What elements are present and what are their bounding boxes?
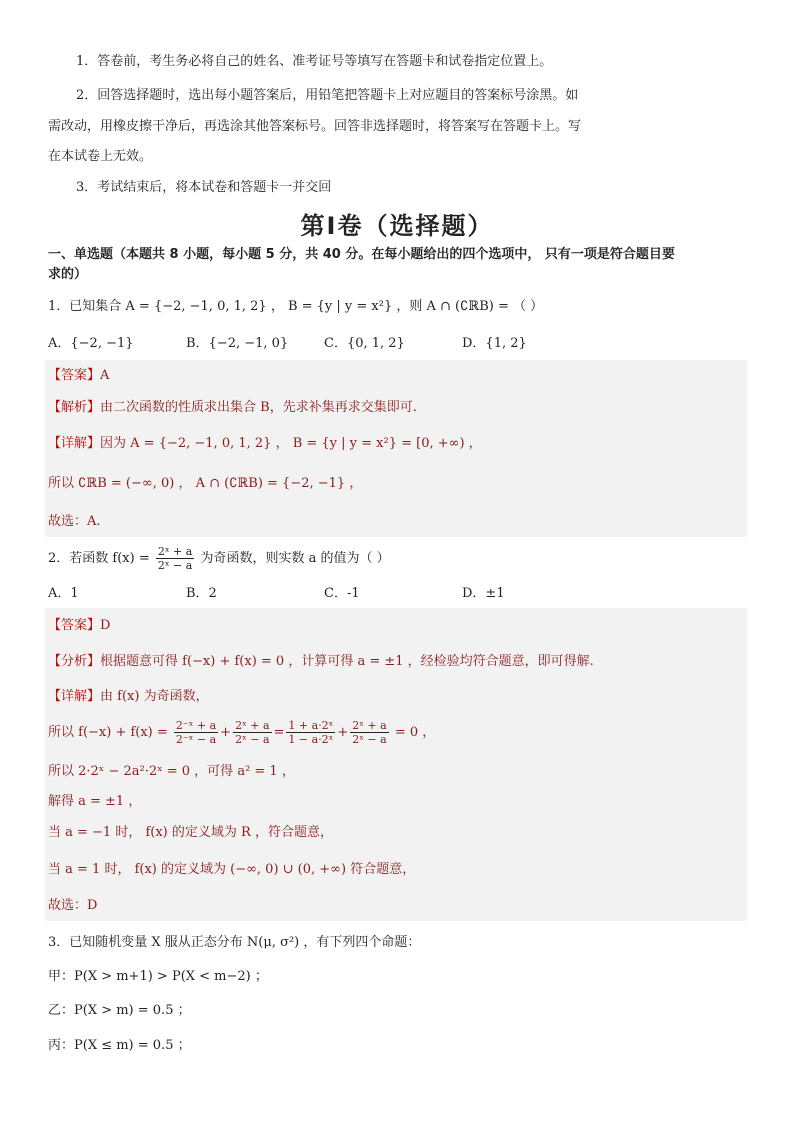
- q3-statement-jia: 甲：P(X > m+1) > P(X < m−2) ；: [48, 969, 268, 984]
- analysis-label: 【分析】: [48, 654, 101, 669]
- answer-label: 【答案】: [48, 368, 101, 383]
- q2-option-c: C．-1: [324, 586, 360, 601]
- answer-value: D: [100, 618, 111, 633]
- fraction-numerator: 2⁻ˣ + a: [175, 719, 217, 732]
- analysis-text: 由二次函数的性质求出集合 B，先求补集再求交集即可.: [100, 400, 417, 415]
- q1-option-b: B．{−2, −1, 0}: [186, 336, 289, 351]
- q2-solution-box: [45, 608, 747, 921]
- q1-detail-2: 所以 ∁ℝB = (−∞, 0) ， A ∩ (∁ℝB) = {−2, −1} ，: [48, 476, 363, 491]
- fraction-numerator: 2ˣ + a: [235, 719, 270, 732]
- q1-analysis: [48, 398, 417, 418]
- q2-stem-pre: 2．若函数 f(x) =: [48, 551, 150, 566]
- q2-option-d: D．±1: [462, 586, 505, 601]
- q2-stem-post: 为奇函数，则实数 a 的值为（ ）: [200, 551, 390, 566]
- q2-conclusion: 故选：D: [48, 898, 98, 913]
- q2-detail-4: 解得 a = ±1 ，: [48, 794, 142, 809]
- answer-value: A: [100, 368, 110, 383]
- q2-stem-fraction: [156, 545, 194, 572]
- q2-detail-3: 所以 2·2ˣ − 2a²·2ˣ = 0 ，可得 a² = 1 ，: [48, 764, 295, 779]
- detail-2-fraction-3: [286, 719, 335, 746]
- q2-option-b: B．2: [186, 586, 217, 601]
- instruction-2-end: 在本试卷上无效。: [48, 149, 153, 164]
- q3-stem: 3．已知随机变量 X 服从正态分布 N(μ, σ²) ，有下列四个命题：: [48, 935, 421, 950]
- q1-conclusion: 故选：A.: [48, 514, 101, 529]
- q2-answer: [48, 616, 110, 636]
- detail-text: 由 f(x) 为奇函数，: [100, 689, 209, 704]
- detail-2-fraction-4: [350, 719, 388, 746]
- q3-statement-bing: 丙：P(X ≤ m) = 0.5 ；: [48, 1038, 191, 1053]
- fraction-denominator: 2ˣ − a: [352, 733, 387, 746]
- q2-detail-1: [48, 687, 209, 707]
- q2-stem: [48, 545, 390, 573]
- q3-statement-yi: 乙：P(X > m) = 0.5 ；: [48, 1003, 191, 1018]
- q1-answer: [48, 366, 109, 386]
- q1-option-c: C．{0, 1, 2}: [324, 336, 405, 351]
- detail-2-fraction-1: [174, 719, 218, 746]
- q1-detail-1: [48, 434, 482, 454]
- q2-analysis: [48, 652, 594, 672]
- fraction-numerator: 1 + a·2ˣ: [288, 719, 334, 732]
- instruction-3: 3．考试结束后，将本试卷和答题卡一并交回: [76, 180, 332, 195]
- q1-solution-box: [45, 360, 747, 537]
- volume-title: 第Ⅰ卷（选择题）: [300, 212, 494, 240]
- q2-detail-2: 所以 f(−x) + f(x) = $\frac{\text{2⁻ˣ + a}}{\text{2⁻ˣ − a}}$ + $\frac{\text{2ˣ + a}}{\text{2ˣ − a}}$ = $\frac{\text{1 + a·2ˣ}}{\text{1 − a·2ˣ}}$ + $\frac{\text{2ˣ + a}}{\text{2ˣ − a}}$ = 0 ，: [48, 719, 436, 746]
- analysis-text: 根据题意可得 f(−x) + f(x) = 0 ，计算可得 a = ±1 ，经检验均符合题意，即可得解.: [100, 654, 594, 669]
- instruction-2-cont: 需改动，用橡皮擦干净后，再选涂其他答案标号。回答非选择题时，将答案写在答题卡上。写: [48, 119, 582, 134]
- fraction-denominator: 2ˣ − a: [157, 559, 193, 572]
- instruction-2: 2．回答选择题时，选出每小题答案后，用铅笔把答题卡上对应题目的答案标号涂黑。如: [76, 88, 579, 103]
- section-heading: 一、单选题（本题共 8 小题，每小题 5 分，共 40 分。在每小题给出的四个选项中， 只有一项是符合题目要: [48, 247, 675, 262]
- q1-stem: 1．已知集合 A = {−2, −1, 0, 1, 2} ， B = {y | y = x²} ，则 A ∩ (∁ℝB) = （ ）: [48, 299, 544, 314]
- detail-2-pre: 所以 f(−x) + f(x) =: [48, 725, 168, 740]
- q2-option-a: A．1: [48, 586, 79, 601]
- analysis-label: 【解析】: [48, 400, 101, 415]
- fraction-denominator: 1 − a·2ˣ: [288, 733, 334, 746]
- fraction-denominator: 2ˣ − a: [235, 733, 270, 746]
- q1-option-d: D．{1, 2}: [462, 336, 527, 351]
- detail-2-fraction-2: [233, 719, 271, 746]
- detail-text: 因为 A = {−2, −1, 0, 1, 2} ， B = {y | y = x²} = [0, +∞) ，: [100, 436, 482, 451]
- detail-2-post: = 0 ，: [394, 725, 436, 740]
- detail-label: 【详解】: [48, 436, 101, 451]
- section-heading-cont: 求的）: [48, 267, 88, 282]
- detail-label: 【详解】: [48, 689, 101, 704]
- answer-label: 【答案】: [48, 618, 101, 633]
- instruction-1: 1．答卷前，考生务必将自己的姓名、准考证号等填写在答题卡和试卷指定位置上。: [76, 54, 553, 69]
- q2-detail-5: 当 a = −1 时， f(x) 的定义域为 R ，符合题意，: [48, 825, 333, 840]
- fraction-denominator: 2⁻ˣ − a: [175, 733, 217, 746]
- q2-detail-6: 当 a = 1 时， f(x) 的定义域为 (−∞, 0) ∪ (0, +∞) 符合题意，: [48, 862, 416, 877]
- fraction-numerator: 2ˣ + a: [352, 719, 387, 732]
- fraction-numerator: 2ˣ + a: [157, 545, 193, 558]
- q1-option-a: A．{−2, −1}: [48, 336, 134, 351]
